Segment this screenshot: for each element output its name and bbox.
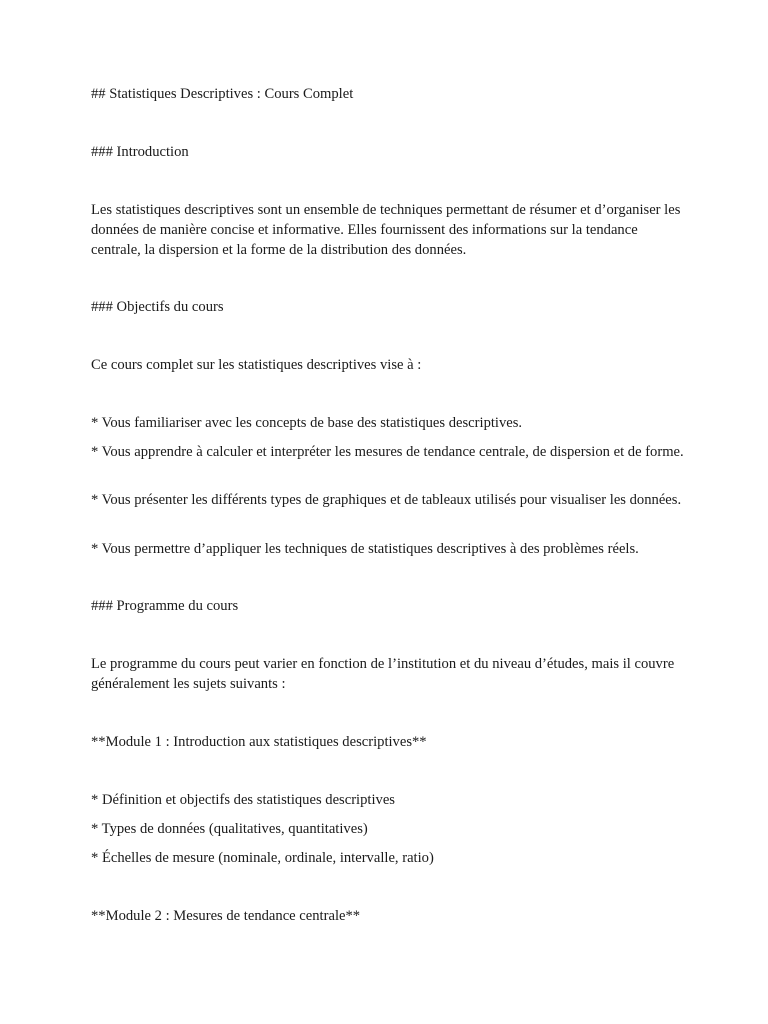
module1-heading: **Module 1 : Introduction aux statistiques descriptives** bbox=[91, 734, 427, 750]
objective-item: * Vous présenter les différents types de graphiques et de tableaux utilisés pour visualiser les données. bbox=[91, 492, 682, 508]
objective-item: * Vous apprendre à calculer et interpréter les mesures de tendance centrale, de dispersion et de forme. bbox=[91, 444, 684, 460]
module2-heading: **Module 2 : Mesures de tendance centrale** bbox=[91, 908, 361, 924]
program-heading: ### Programme du cours bbox=[91, 598, 239, 614]
objectives-heading: ### Objectifs du cours bbox=[91, 299, 224, 315]
objective-item: * Vous permettre d’appliquer les techniques de statistiques descriptives à des problèmes réels. bbox=[91, 541, 639, 557]
intro-heading: ### Introduction bbox=[91, 144, 189, 160]
objectives-intro: Ce cours complet sur les statistiques descriptives vise à : bbox=[91, 357, 422, 373]
module-item: * Types de données (qualitatives, quantitatives) bbox=[91, 821, 368, 837]
objective-item: * Vous familiariser avec les concepts de base des statistiques descriptives. bbox=[91, 415, 523, 431]
module-item: * Échelles de mesure (nominale, ordinale, intervalle, ratio) bbox=[91, 850, 434, 866]
intro-paragraph: Les statistiques descriptives sont un ensemble de techniques permettant de résumer et d’organiser les données de manière concise et informative. Elles fournissent des informations sur la tendance centrale, la dispersion et la forme de la distribution des données. bbox=[91, 202, 681, 258]
document-title: ## Statistiques Descriptives : Cours Complet bbox=[91, 86, 354, 102]
module-item: * Définition et objectifs des statistiques descriptives bbox=[91, 792, 395, 808]
program-intro: Le programme du cours peut varier en fonction de l’institution et du niveau d’études, mais il couvre généralement les sujets suivants : bbox=[91, 656, 675, 692]
